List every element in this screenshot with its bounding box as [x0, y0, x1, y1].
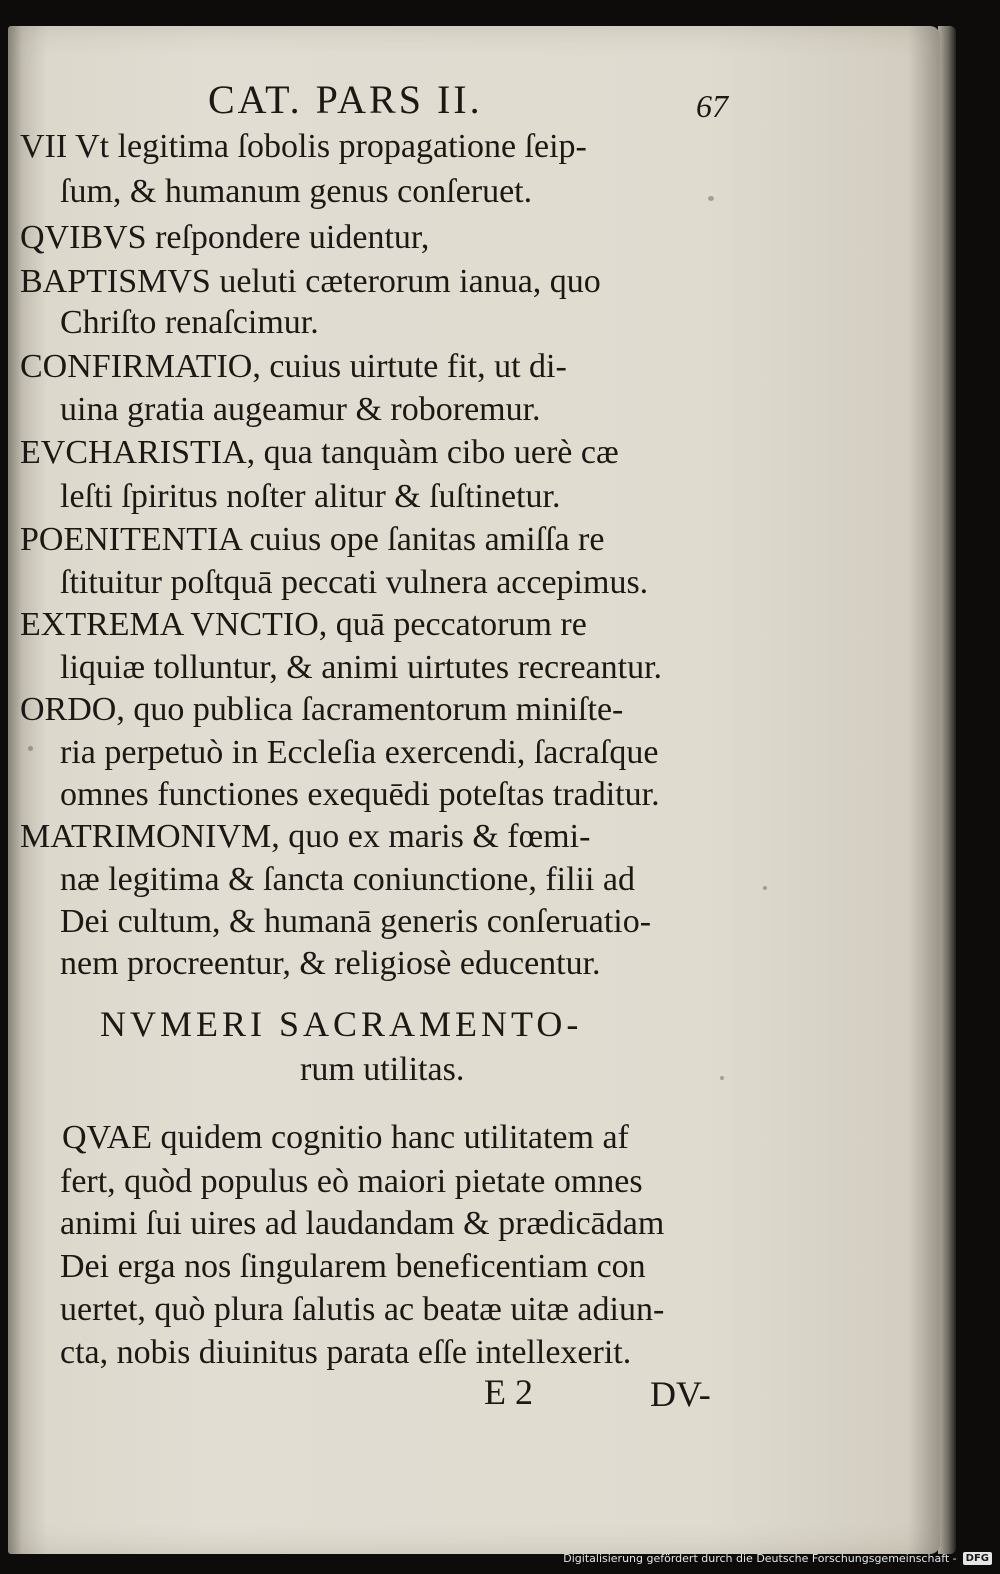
text-line: omnes functiones exequēdi poteſtas traditur.: [60, 776, 660, 813]
text-line: ria perpetuò in Eccleſia exercendi, ſacraſque: [60, 734, 659, 771]
text-line: leſti ſpiritus noſter alitur & ſuſtinetur.: [60, 478, 561, 515]
text-line: Dei cultum, & humanā generis conſeruatio-: [60, 903, 652, 940]
text-line: ſum, & humanum genus conſeruet.: [60, 173, 533, 210]
text-line: Dei erga nos ſingularem beneficentiam con: [60, 1248, 646, 1285]
text-line: EVCHARISTIA, qua tanquàm cibo uerè cæ: [20, 434, 619, 471]
dfg-logo: DFG: [963, 1552, 992, 1565]
text-line: QVAE quidem cognitio hanc utilitatem af: [62, 1119, 629, 1156]
credit-text: Digitalisierung gefördert durch die Deutsche Forschungsgemeinschaft -: [563, 1551, 957, 1565]
running-head: CAT. PARS II.: [208, 77, 483, 122]
text-line: ſtituitur poſtquā peccati vulnera accepimus.: [60, 564, 649, 601]
text-line: Chriſto renaſcimur.: [60, 304, 319, 341]
text-line: nem procreentur, & religiosè educentur.: [60, 945, 601, 982]
page-edge-shadow: [938, 26, 956, 1554]
text-line: CONFIRMATIO, cuius uirtute fit, ut di-: [20, 348, 567, 385]
text-line: fert, quòd populus eò maiori pietate omnes: [60, 1163, 643, 1200]
text-line: animi ſui uires ad laudandam & prædicādam: [60, 1205, 665, 1242]
catchword: DV-: [650, 1374, 711, 1414]
text-line: MATRIMONIVM, quo ex maris & fœmi-: [20, 818, 591, 855]
text-line: ORDO, quo publica ſacramentorum miniſte-: [20, 691, 624, 728]
text-line: VII Vt legitima ſobolis propagatione ſeip-: [20, 128, 587, 165]
section-heading: NVMERI SACRAMENTO-: [100, 1004, 583, 1044]
text-line: EXTREMA VNCTIO, quā peccatorum re: [20, 606, 587, 643]
text-line: QVIBVS reſpondere uidentur,: [20, 219, 430, 256]
signature-mark: E 2: [484, 1372, 533, 1412]
digitization-credit: [563, 1550, 992, 1566]
section-heading-continuation: rum utilitas.: [300, 1051, 465, 1088]
text-line: liquiæ tolluntur, & animi uirtutes recreantur.: [60, 649, 663, 686]
text-line: cta, nobis diuinitus parata eſſe intellexerit.: [60, 1334, 632, 1371]
text-line: POENITENTIA cuius ope ſanitas amiſſa re: [20, 521, 605, 558]
text-line: BAPTISMVS ueluti cæterorum ianua, quo: [20, 263, 601, 300]
text-line: uina gratia augeamur & roboremur.: [60, 391, 541, 428]
page-number: 67: [696, 88, 728, 124]
text-line: næ legitima & ſancta coniunctione, filii ad: [60, 861, 636, 898]
text-line: uertet, quò plura ſalutis ac beatæ uitæ adiun-: [60, 1291, 665, 1328]
